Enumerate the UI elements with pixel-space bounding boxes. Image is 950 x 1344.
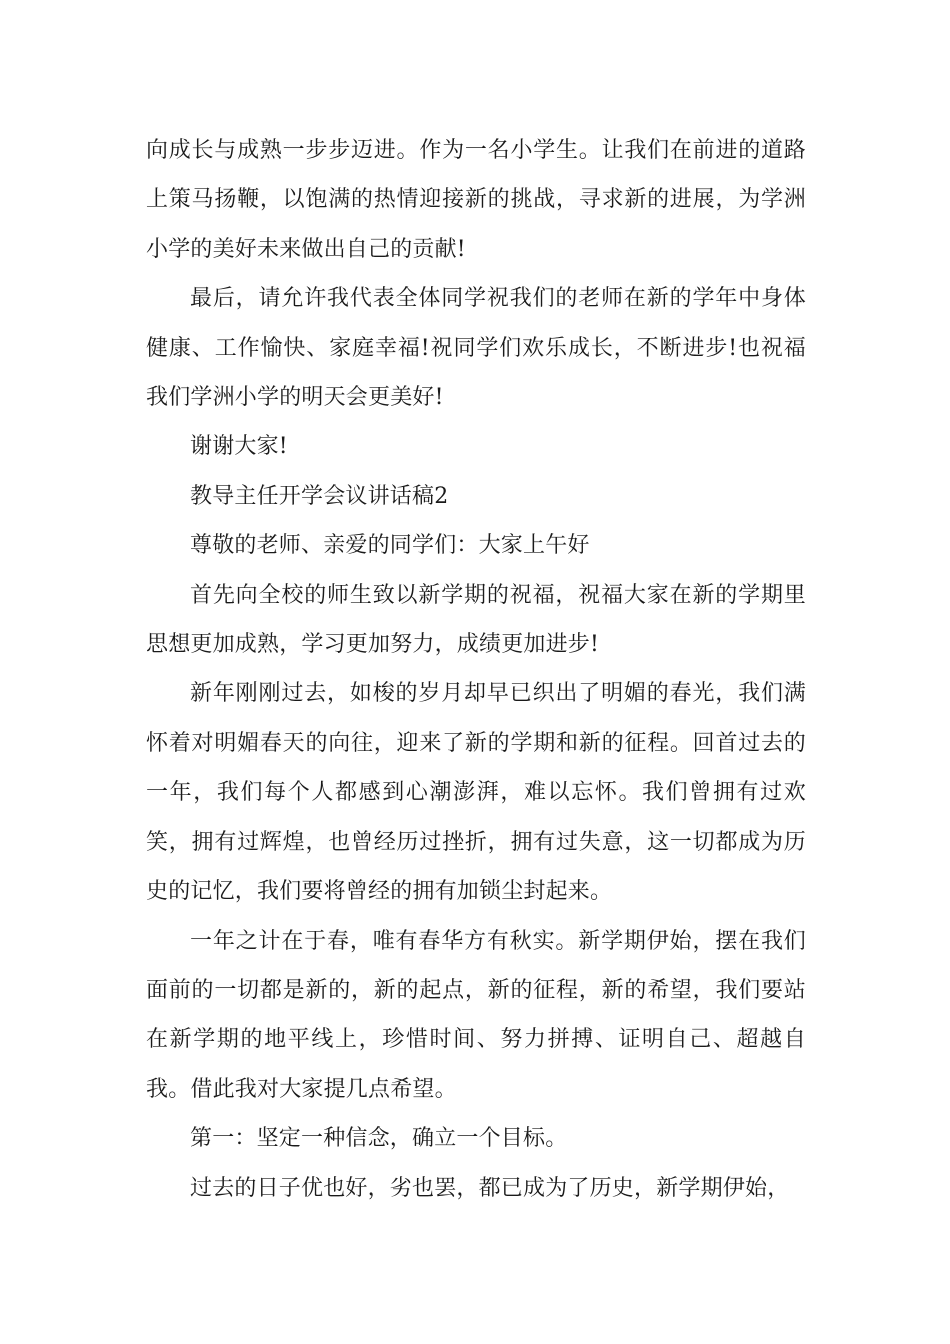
point-heading-1: 第一：坚定一种信念，确立一个目标。 [190, 1126, 568, 1152]
paragraph-8: 一年之计在于春，唯有春华方有秋实。新学期伊始，摆在我们面前的一切都是新的，新的起点，新的征程，新的希望，我们要站在新学期的地平线上，珍惜时间、努力拼搏、证明自己、超越自我。借此我对大家提几点希望。 [146, 928, 806, 1102]
paragraph-1: 向成长与成熟一步步迈进。作为一名小学生。让我们在前进的道路上策马扬鞭，以饱满的热情迎接新的挑战，寻求新的进展，为学洲小学的美好未来做出自己的贡献! [146, 138, 806, 262]
paragraph-7: 新年刚刚过去，如梭的岁月却早已织出了明媚的春光，我们满怀着对明媚春天的向往，迎来了新的学期和新的征程。回首过去的一年，我们每个人都感到心潮澎湃，难以忘怀。我们曾拥有过欢笑，拥有过辉煌，也曾经历过挫折，拥有过失意，这一切都成为历史的记忆，我们要将曾经的拥有加锁尘封起来。 [146, 681, 806, 905]
salutation: 尊敬的老师、亲爱的同学们：大家上午好 [190, 533, 590, 559]
paragraph-6: 首先向全校的师生致以新学期的祝福，祝福大家在新的学期里思想更加成熟，学习更加努力，成绩更加进步! [146, 582, 806, 658]
document-body [146, 126, 806, 1213]
paragraph-10: 过去的日子优也好，劣也罢，都已成为了历史，新学期伊始， [190, 1175, 790, 1201]
paragraph-2: 最后，请允许我代表全体同学祝我们的老师在新的学年中身体健康、工作愉快、家庭幸福!祝同学们欢乐成长，不断进步!也祝福我们学洲小学的明天会更美好! [146, 286, 806, 411]
paragraph-3: 谢谢大家! [190, 434, 288, 460]
section-heading: 教导主任开学会议讲话稿2 [190, 483, 449, 509]
